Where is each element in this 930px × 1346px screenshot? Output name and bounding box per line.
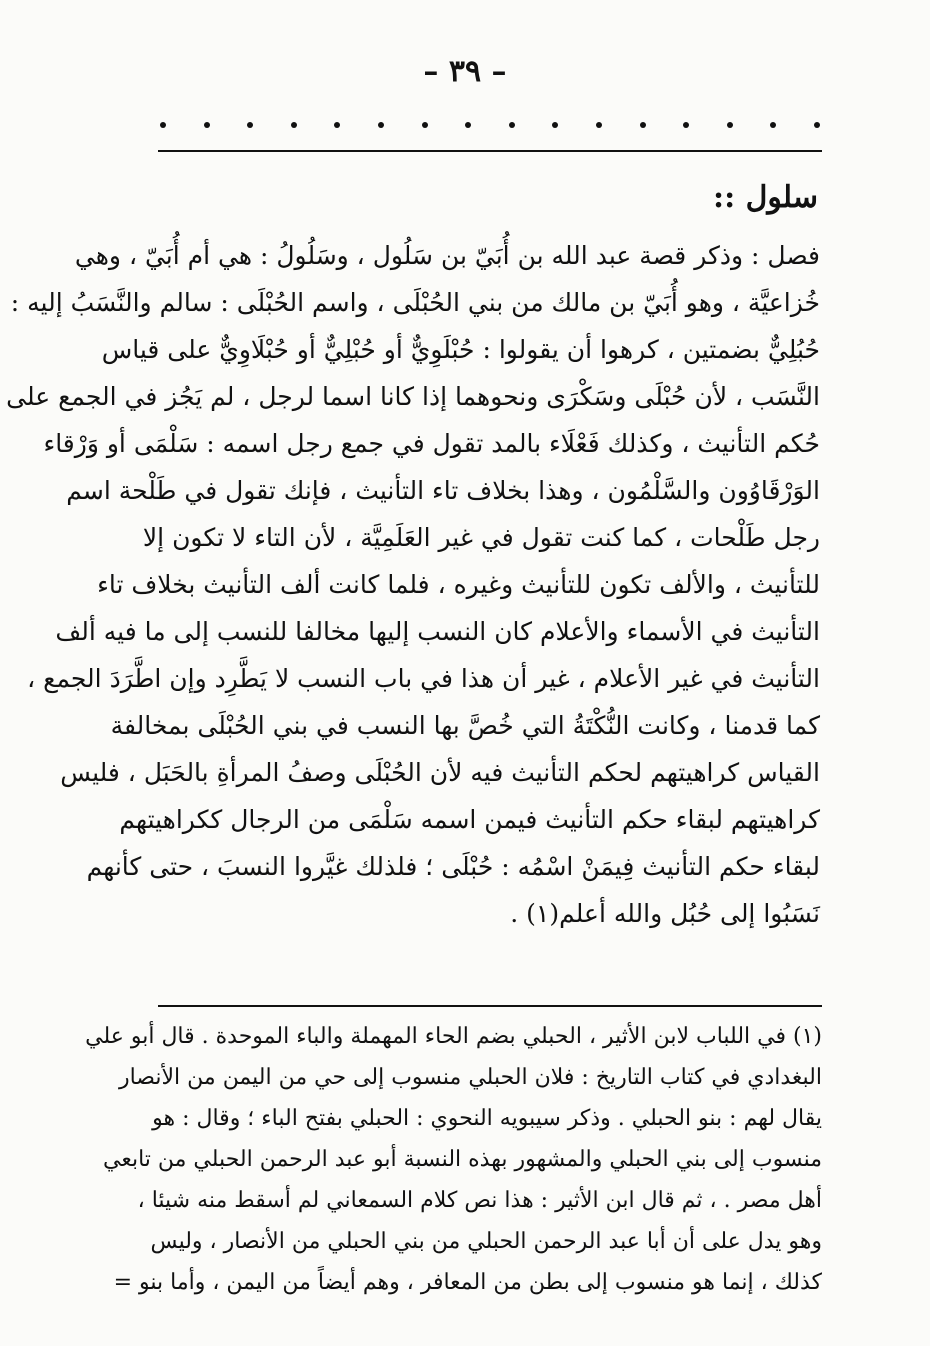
- footnote-line: يقال لهم : بنو الحبلي . وذكر سيبويه النحوي : الحبلي بفتح الباء ؛ وقال : هو: [152, 1106, 822, 1131]
- text-line: كما قدمنا ، وكانت النُّكْتَةُ التي خُصَّ بها النسب في بني الحُبْلَى بمخالفة: [110, 711, 820, 740]
- ornament-dot: [552, 122, 558, 128]
- footnote-line: كذلك ، إنما هو منسوب إلى بطن من المعافر ، وهم أيضاً من اليمن ، وأما بنو =: [113, 1270, 822, 1295]
- ornament-dot: [204, 122, 210, 128]
- ornament-dot: [334, 122, 340, 128]
- text-line: التأنيث في الأسماء والأعلام كان النسب إليها مخالفا للنسب إلى ما فيه ألف: [55, 617, 820, 646]
- ornament-dot: [291, 122, 297, 128]
- footnote-line: (١) في اللباب لابن الأثير ، الحبلي بضم الحاء المهملة والباء الموحدة . قال أبو علي: [85, 1024, 822, 1049]
- text-line: للتأنيث ، والألف تكون للتأنيث وغيره ، فلما كانت ألف التأنيث بخلاف تاء: [97, 570, 820, 599]
- text-line: النَّسَب ، لأن حُبْلَى وسَكْرَى ونحوهما إذا كانا اسما لرجل ، لم يَجُز في الجمع على: [6, 382, 820, 411]
- ornament-dot: [640, 122, 646, 128]
- ornament-dot: [465, 122, 471, 128]
- footnote-line: البغدادي في كتاب التاريخ : فلان الحبلي منسوب إلى حي من اليمن من الأنصار: [118, 1065, 822, 1090]
- ornament-dot: [509, 122, 515, 128]
- text-line: خُزاعيَّة ، وهو أُبَيّ بن مالك من بني الحُبْلَى ، واسم الحُبْلَى : سالم والنَّسَبُ إليه :: [10, 288, 820, 317]
- header-rule: [158, 150, 822, 152]
- text-line: حُكم التأنيث ، وكذلك فَعْلَاء بالمد تقول في جمع رجل اسمه : سَلْمَى أو وَرْقاء: [43, 429, 820, 458]
- footnote-line: أهل مصر . ، ثم قال ابن الأثير : هذا نص كلام السمعاني لم أسقط منه شيئا ،: [137, 1188, 822, 1213]
- section-heading: سلول ::: [713, 180, 818, 215]
- ornament-dot: [683, 122, 689, 128]
- main-text: [6, 232, 820, 937]
- text-line: الوَرْقَاوُون والسَّلْمُون ، وهذا بخلاف تاء التأنيث ، فإنك تقول في طَلْحة اسم: [66, 476, 820, 505]
- text-line: رجل طَلْحات ، كما كنت تقول في غير العَلَمِيَّة ، لأن التاء لا تكون إلا: [142, 523, 820, 552]
- text-line: القياس كراهيتهم لحكم التأنيث فيه لأن الحُبْلَى وصفُ المرأةِ بالحَبَل ، فليس: [60, 758, 820, 787]
- footnote-line: منسوب إلى بني الحبلي والمشهور بهذه النسبة أبو عبد الرحمن الحبلي من تابعي: [103, 1147, 822, 1172]
- ornamental-dots: [160, 122, 820, 128]
- text-line: كراهيتهم لبقاء حكم التأنيث فيمن اسمه سَلْمَى من الرجال ككراهيتهم: [119, 805, 820, 834]
- footnote: [85, 1016, 822, 1303]
- footnote-rule: [158, 1005, 822, 1007]
- ornament-dot: [814, 122, 820, 128]
- footnote-line: وهو يدل على أن أبا عبد الرحمن الحبلي من بني الحبلي من الأنصار ، وليس: [150, 1229, 822, 1254]
- page-number: – ٣٩ –: [423, 54, 507, 89]
- text-line: نَسَبُوا إلى حُبُل والله أعلم(١) .: [510, 899, 820, 928]
- ornament-dot: [727, 122, 733, 128]
- ornament-dot: [160, 122, 166, 128]
- ornament-dot: [596, 122, 602, 128]
- ornament-dot: [770, 122, 776, 128]
- text-line: لبقاء حكم التأنيث فِيمَنْ اسْمُه : حُبْلَى ؛ فلذلك غيَّروا النسبَ ، حتى كأنهم: [86, 852, 820, 881]
- ornament-dot: [247, 122, 253, 128]
- text-line: فصل : وذكر قصة عبد الله بن أُبَيّ بن سَلُول ، وسَلُولُ : هي أم أُبَيّ ، وهي: [74, 241, 820, 270]
- ornament-dot: [378, 122, 384, 128]
- text-line: حُبُلِيٌّ بضمتين ، كرهوا أن يقولوا : حُبْلَوِيٌّ أو حُبْلِيٌّ أو حُبْلَاوِيٌّ على قياس: [101, 335, 820, 364]
- text-line: التأنيث في غير الأعلام ، غير أن هذا في باب النسب لا يَطَّرِد وإن اطَّرَدَ الجمع ،: [27, 664, 820, 693]
- ornament-dot: [422, 122, 428, 128]
